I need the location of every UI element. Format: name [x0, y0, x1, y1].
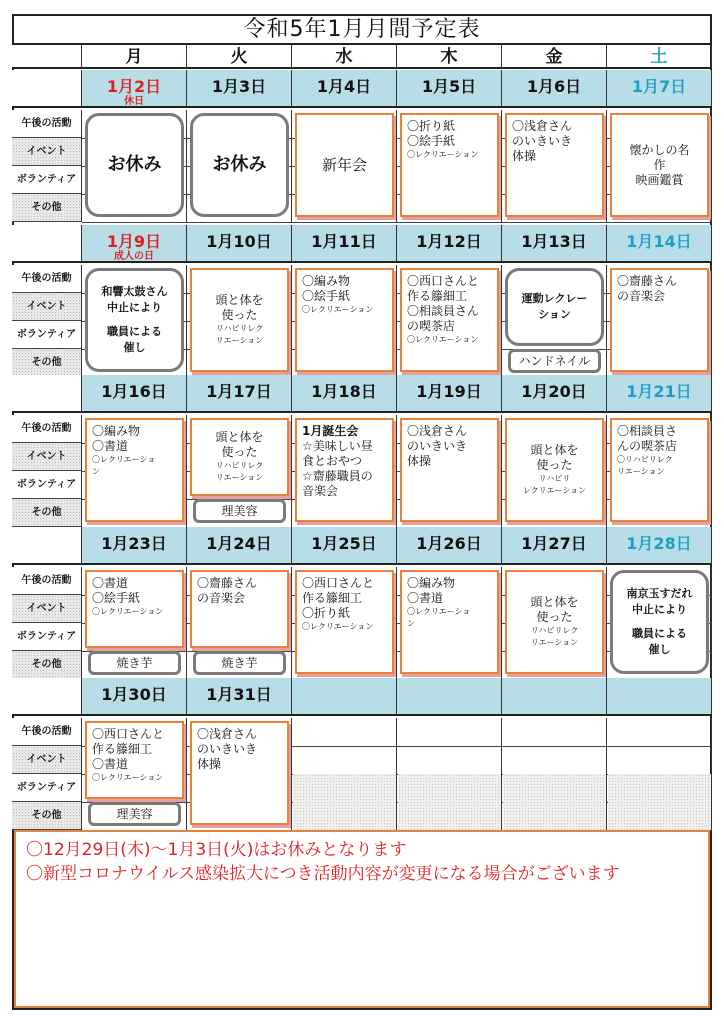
activity-text: 〇浅倉さん [407, 424, 468, 438]
date-label: 1月26日 [416, 534, 482, 553]
row-label: イベント [12, 138, 82, 166]
weekday-header-fri: 金 [502, 45, 607, 69]
row-label: ボランティア [12, 321, 82, 349]
date-cell [502, 527, 607, 565]
holiday-label: 休日 [124, 96, 144, 107]
date-cell [187, 70, 292, 108]
activity-text: 頭と体を [530, 595, 579, 609]
event-box [85, 268, 184, 372]
activity-text: のいきいき [197, 742, 258, 756]
activity-cell [400, 418, 499, 522]
activity-text: 〇書道 [407, 591, 444, 605]
date-label: 1月10日 [206, 232, 272, 251]
date-label: 1月2日 [106, 77, 162, 96]
date-cell [502, 678, 607, 716]
activity-text: 使った [221, 445, 258, 459]
date-cell [82, 375, 187, 413]
activity-text: 職員による [107, 325, 162, 338]
activity-text: 1月誕生会 [302, 424, 359, 438]
activity-cell [190, 268, 289, 372]
date-cell [607, 70, 712, 108]
date-cell [397, 70, 502, 108]
date-label: 1月7日 [631, 77, 687, 96]
date-cell [607, 375, 712, 413]
activity-cell [610, 268, 709, 372]
date-cell [292, 225, 397, 263]
activity-subtext: 〇レクリエーション [407, 150, 479, 159]
date-cell [292, 527, 397, 565]
activity-text: 映画鑑賞 [635, 172, 684, 187]
activity-subtext: 〇レクリエーション [302, 305, 374, 314]
date-label: 1月14日 [626, 232, 692, 251]
weekday-header-tue: 火 [187, 45, 292, 69]
activity-cell [190, 721, 289, 825]
activity-text: お休み [212, 154, 267, 175]
activity-text: 〇浅倉さん [197, 727, 258, 741]
date-cell [502, 375, 607, 413]
activity-text: のいきいき [512, 134, 573, 148]
date-label: 1月28日 [626, 534, 692, 553]
activity-text: 頭と体を [530, 443, 579, 457]
row-label: ボランティア [12, 623, 82, 651]
date-cell [397, 527, 502, 565]
activity-cell [400, 113, 499, 217]
activity-subtext: 〇レクリエーショ ン [92, 455, 156, 476]
activity-text [613, 618, 706, 626]
activity-text [88, 316, 181, 324]
activity-text: 作る籐細工 [407, 289, 468, 303]
date-label: 1月30日 [101, 685, 167, 704]
activity-cell [505, 418, 604, 522]
activity-text: の音楽会 [197, 591, 246, 605]
date-label: 1月3日 [211, 77, 267, 96]
row-label: イベント [12, 595, 82, 623]
activity-text: 職員による [632, 627, 687, 640]
empty-cell [608, 774, 711, 830]
activity-text: のいきいき [407, 439, 468, 453]
row-label: イベント [12, 293, 82, 321]
date-label: 1月13日 [521, 232, 587, 251]
activity-text: 〇相談員さん [407, 304, 480, 318]
activity-text: 〇編み物 [302, 274, 351, 288]
row-label: 午後の活動 [12, 718, 82, 746]
activity-text: 音楽会 [302, 484, 339, 498]
activity-text: 作 [653, 157, 666, 172]
activity-text: ション [538, 308, 571, 321]
activity-text: 〇折り紙 [302, 606, 351, 620]
activity-subtext: リハビリレク リエーション [530, 626, 579, 647]
activity-subtext: 〇レクリエーション [302, 622, 374, 631]
activity-subtext: 〇レクリエーション [92, 773, 164, 782]
activity-text: 〇編み物 [92, 424, 141, 438]
activity-cell [85, 418, 184, 522]
week-3-corner [12, 375, 82, 413]
date-label: 1月23日 [101, 534, 167, 553]
activity-text: 〇書道 [92, 757, 129, 771]
activity-text: 〇相談員さ [617, 424, 678, 438]
date-label: 1月4日 [316, 77, 372, 96]
date-cell [82, 225, 187, 263]
date-label: 1月24日 [206, 534, 272, 553]
date-label: 1月11日 [311, 232, 377, 251]
row-label: ボランティア [12, 166, 82, 194]
activity-text: ☆齋藤職員の [302, 469, 373, 483]
other-item-box: 理美容 [88, 802, 181, 826]
row-label: その他 [12, 499, 82, 527]
activity-subtext: 〇レクリエーショ ン [407, 607, 471, 628]
other-item-box: 焼き芋 [193, 651, 286, 675]
activity-cell [295, 418, 394, 522]
row-label: 午後の活動 [12, 415, 82, 443]
activity-subtext: リハビリレク リエーション [215, 461, 264, 482]
date-label: 1月21日 [626, 382, 692, 401]
activity-text: 催し [648, 643, 671, 656]
activity-text: 頭と体を [215, 293, 264, 307]
activity-cell [295, 113, 394, 217]
activity-text: 〇西口さんと [407, 274, 480, 288]
activity-text: 〇浅倉さん [512, 119, 573, 133]
empty-cell [503, 774, 606, 830]
date-cell [397, 225, 502, 263]
activity-text: 食とおやつ [302, 454, 363, 468]
activity-text: んの喫茶店 [617, 439, 678, 453]
event-box [610, 570, 709, 674]
activity-text: 中止により [107, 301, 162, 314]
activity-cell [505, 113, 604, 217]
date-cell [82, 678, 187, 716]
date-label: 1月19日 [416, 382, 482, 401]
page-title: 令和5年1月月間予定表 [12, 14, 712, 45]
row-label: 午後の活動 [12, 110, 82, 138]
activity-text: ☆美味しい昼 [302, 439, 373, 453]
row-label: その他 [12, 349, 82, 377]
date-label: 1月25日 [311, 534, 377, 553]
date-label: 1月17日 [206, 382, 272, 401]
activity-text: 使った [536, 610, 573, 624]
date-cell [502, 70, 607, 108]
week-1-corner [12, 70, 82, 108]
activity-cell [190, 418, 289, 496]
empty-cell [293, 774, 396, 830]
activity-text: 催し [123, 341, 146, 354]
activity-text: 使った [536, 458, 573, 472]
week-4-corner [12, 527, 82, 565]
notes-box [14, 830, 710, 1008]
row-label: 午後の活動 [12, 567, 82, 595]
date-label: 1月12日 [416, 232, 482, 251]
activity-cell [400, 268, 499, 372]
activity-cell [505, 570, 604, 674]
date-cell [397, 375, 502, 413]
activity-cell [85, 570, 184, 648]
activity-cell [190, 570, 289, 648]
activity-cell [610, 418, 709, 522]
date-label: 1月31日 [206, 685, 272, 704]
activity-text: 頭と体を [215, 430, 264, 444]
date-cell [187, 678, 292, 716]
activity-text: 〇書道 [92, 439, 129, 453]
activity-text: 〇編み物 [407, 576, 456, 590]
row-label: ボランティア [12, 774, 82, 802]
activity-cell [295, 570, 394, 674]
activity-text: 〇齋藤さん [617, 274, 678, 288]
weekday-header-mon: 月 [82, 45, 187, 69]
activity-cell [85, 721, 184, 799]
activity-text: 〇折り紙 [407, 119, 456, 133]
date-cell [292, 375, 397, 413]
header-corner [12, 45, 82, 69]
activity-text: 新年会 [321, 155, 367, 174]
row-label: その他 [12, 194, 82, 222]
activity-text: 〇齋藤さん [197, 576, 258, 590]
activity-text: 〇西口さんと [92, 727, 165, 741]
date-cell [607, 678, 712, 716]
activity-subtext: リハビリレク リエーション [215, 324, 264, 345]
row-label: イベント [12, 746, 82, 774]
activity-text: 運動レクレー [521, 292, 588, 305]
date-cell [187, 375, 292, 413]
activity-subtext: 〇リハビリレク リエーション [617, 455, 673, 476]
date-label: 1月27日 [521, 534, 587, 553]
week-5-corner [12, 678, 82, 716]
date-cell [187, 225, 292, 263]
date-label: 1月9日 [106, 232, 162, 251]
note-line-2: 〇新型コロナウイルス感染拡大につき活動内容が変更になる場合がございます [26, 864, 620, 884]
grid-line [82, 222, 712, 223]
activity-text: の音楽会 [617, 289, 666, 303]
row-label: その他 [12, 802, 82, 830]
row-label: ボランティア [12, 471, 82, 499]
activity-text: 中止により [632, 603, 687, 616]
note-line-1: 〇12月29日(木)～1月3日(火)はお休みとなります [26, 840, 407, 860]
activity-text: 作る籐細工 [92, 742, 153, 756]
activity-text: の喫茶店 [407, 319, 456, 333]
activity-text: 〇絵手紙 [302, 289, 351, 303]
date-label: 1月6日 [526, 77, 582, 96]
activity-subtext: 〇レクリエーション [92, 607, 164, 616]
activity-text: 〇西口さんと [302, 576, 375, 590]
activity-cell [295, 268, 394, 372]
date-cell [292, 70, 397, 108]
holiday-label: 成人の日 [114, 251, 154, 262]
activity-text: 体操 [197, 757, 222, 771]
row-label: イベント [12, 443, 82, 471]
activity-text: お休み [107, 154, 162, 175]
other-item-box: 理美容 [193, 499, 286, 523]
date-cell [397, 678, 502, 716]
empty-cell [398, 774, 501, 830]
date-cell [607, 527, 712, 565]
weekday-header-thu: 木 [397, 45, 502, 69]
date-label: 1月20日 [521, 382, 587, 401]
activity-cell [400, 570, 499, 674]
date-cell [82, 527, 187, 565]
activity-cell [610, 113, 709, 217]
activity-text: 〇絵手紙 [407, 134, 456, 148]
row-label: その他 [12, 651, 82, 679]
date-label: 1月16日 [101, 382, 167, 401]
date-cell [82, 70, 187, 108]
other-item-box: 焼き芋 [88, 651, 181, 675]
activity-text: 懐かしの名 [629, 142, 690, 157]
other-item-box: ハンドネイル [508, 349, 601, 373]
date-label: 1月5日 [421, 77, 477, 96]
activity-text: 南京玉すだれ [626, 587, 693, 600]
activity-subtext: 〇レクリエーション [407, 335, 479, 344]
activity-text: 体操 [512, 149, 537, 163]
activity-subtext: リハビリ レクリエーション [522, 474, 587, 495]
activity-text: 使った [221, 308, 258, 322]
date-cell [292, 678, 397, 716]
weekday-header-sat: 土 [607, 45, 712, 69]
activity-text: 和響太鼓さん [101, 285, 168, 298]
date-cell [607, 225, 712, 263]
event-box [505, 268, 604, 346]
event-box [85, 113, 184, 217]
activity-text: 〇書道 [92, 576, 129, 590]
date-label: 1月18日 [311, 382, 377, 401]
weekday-header-wed: 水 [292, 45, 397, 69]
date-cell [187, 527, 292, 565]
week-2-corner [12, 225, 82, 263]
date-cell [502, 225, 607, 263]
activity-text: 〇絵手紙 [92, 591, 141, 605]
activity-text: 体操 [407, 454, 432, 468]
event-box [190, 113, 289, 217]
row-label: 午後の活動 [12, 265, 82, 293]
activity-text: 作る籐細工 [302, 591, 363, 605]
